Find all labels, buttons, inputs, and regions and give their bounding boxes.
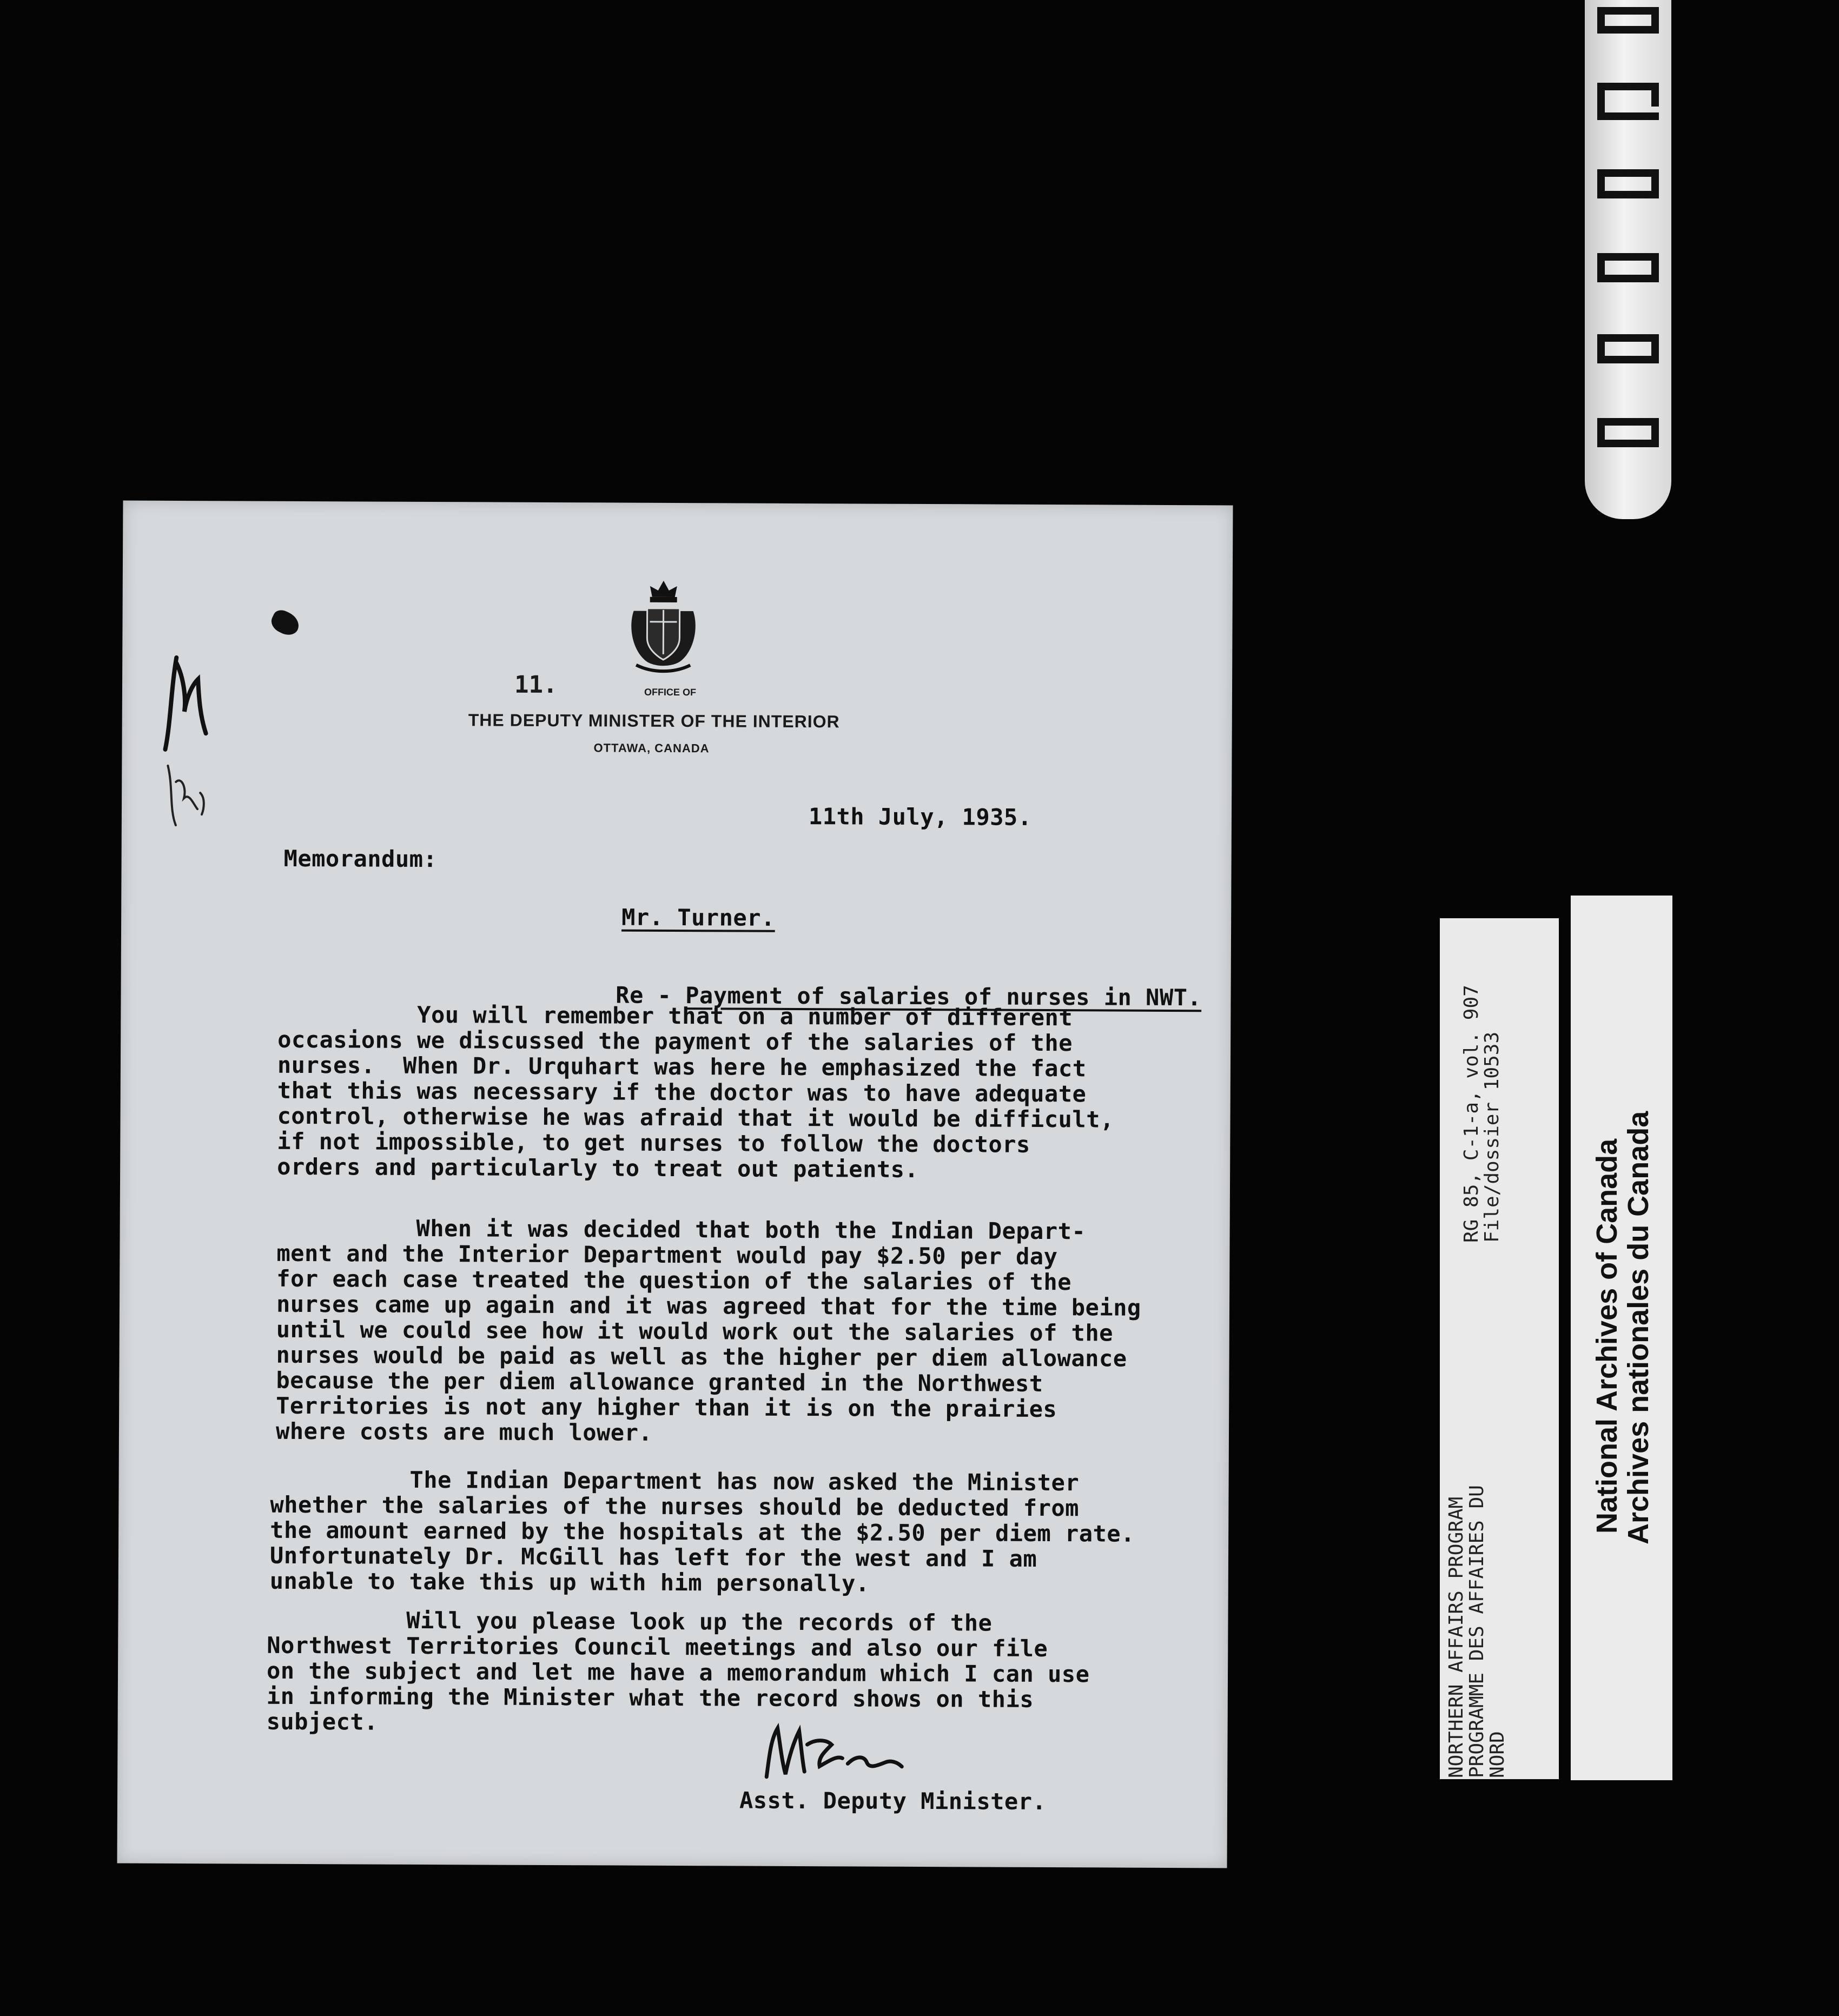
letterhead-title: THE DEPUTY MINISTER OF THE INTERIOR xyxy=(468,710,840,732)
frame-counter-digits xyxy=(1585,0,1671,519)
frame-counter-strip xyxy=(1585,0,1671,519)
coat-of-arms-icon xyxy=(623,579,704,677)
page-number: 11. xyxy=(514,671,558,699)
memo-subject-prefix: Re - xyxy=(616,982,686,1009)
memo-paragraph-1: You will remember that on a number of different occasions we discussed the payment of the salaries of the nurses. When Dr. Urquhart was here he emphasized the fact that this was necessary if the doctor was to have adequate control, otherwise he was afraid that it would be difficult, if not impossible, to get nurses to follow the doctors orders and particularly to treat out patients. xyxy=(277,1000,1114,1183)
archive-reference: RG 85, C-1-a, vol. 907 File/dossier 10533 xyxy=(1460,985,1503,1243)
memo-paragraph-3: The Indian Department has now asked the Minister whether the salaries of the nurses should be deducted from the amount earned by the hospitals at the $2.50 per diem rate. Unfortunately Dr. McGill has left for the west and I am unable to take this up with him personally. xyxy=(269,1465,1135,1597)
memo-addressee: Mr. Turner. xyxy=(621,904,775,931)
memo-label: Memorandum: xyxy=(283,845,438,873)
document-page xyxy=(117,501,1233,1868)
signature-icon xyxy=(756,1723,929,1788)
ink-blot xyxy=(268,607,302,639)
archive-program: NORTHERN AFFAIRS PROGRAM PROGRAMME DES AFFAIRES DU NORD xyxy=(1445,1485,1509,1778)
letterhead-office-of: OFFICE OF xyxy=(644,686,697,698)
memo-paragraph-4: Will you please look up the records of the Northwest Territories Council meetings and also our file on the subject and let me have a memorandum which I can use in informing the Minister what the record shows on this subject. xyxy=(266,1606,1090,1735)
archive-institution-label xyxy=(1571,896,1672,1780)
memo-paragraph-2: When it was decided that both the Indian Depart- ment and the Interior Department would pay $2.50 per day for each case treated the question of the salaries of the nurses came up again and it was agreed that for the time being until we could see how it would work out the salaries of the nurses would be paid as well as the higher per diem allowance because the per diem allowance granted in the Northwest Territories is not any higher than it is on the prairies where costs are much lower. xyxy=(275,1214,1141,1446)
archive-institution-fr: Archives nationales du Canada xyxy=(1622,1111,1655,1544)
memo-subject: Payment of salaries of nurses in NWT. xyxy=(685,982,1202,1011)
letterhead-location: OTTAWA, CANADA xyxy=(593,741,710,755)
margin-handwriting-icon xyxy=(154,647,220,853)
archive-institution-en: National Archives of Canada xyxy=(1591,1138,1623,1534)
signature-title: Asst. Deputy Minister. xyxy=(739,1787,1047,1815)
memo-date: 11th July, 1935. xyxy=(808,803,1032,831)
archive-reference-label xyxy=(1440,918,1559,1779)
